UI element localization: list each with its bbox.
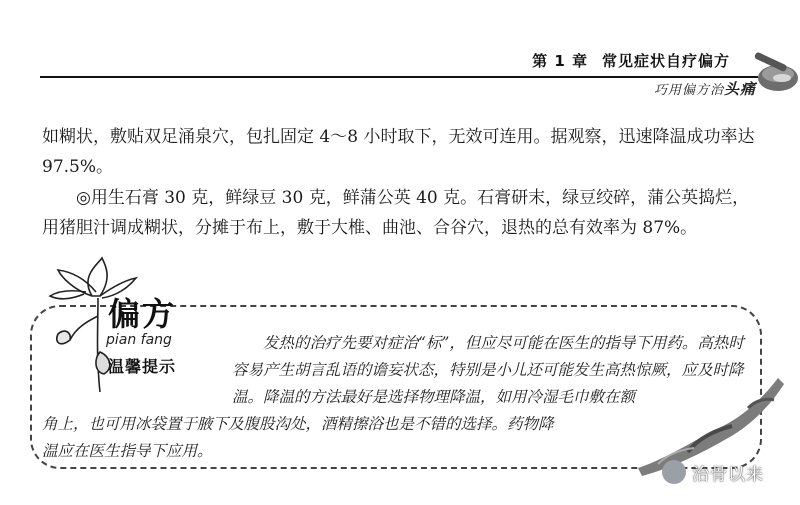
watermark-text: 治骨以来: [692, 464, 764, 485]
paragraph-2: [42, 183, 758, 243]
paragraph-1-text: 如糊状，敷贴双足涌泉穴，包扎固定 4～8 小时取下，无效可连用。据观察，迅速降温成功率达 97.5%。: [42, 127, 755, 177]
logo-pinyin: pian fang: [106, 332, 172, 348]
subtitle-bold: 头痛: [723, 80, 756, 98]
section-subtitle: [654, 78, 756, 99]
paragraph-2-text: ◎用生石膏 30 克，鲜绿豆 30 克，鲜蒲公英 40 克。石膏研末，绿豆绞碎，蒲公英捣烂，用猪胆汁调成糊状，分摊于布上，敷于大椎、曲池、合谷穴，退热的总有效率为 87%。: [42, 188, 750, 238]
paragraph-1: [42, 122, 758, 182]
tip-text-part1: 发热的治疗先要对症治“标”，但应尽可能在医生的指导下用药。高热时容易产生胡言乱语的谵妄状态，特别是小儿还可能发生高热惊厥，应及时降温。降温的方法最好是选择物理降温，如用冷湿毛巾敷在额: [232, 334, 744, 406]
subtitle-prefix: 巧用偏方治: [653, 83, 724, 98]
chapter-number: 第 1 章: [532, 52, 588, 70]
logo-title: 偏方: [108, 295, 177, 333]
tip-text-part2: 角上，也可用冰袋置于腋下及腹股沟处，酒精擦浴也是不错的选择。药物降温应在医生指导下应用。: [42, 415, 554, 460]
watermark: [662, 460, 764, 484]
wechat-icon: [662, 460, 686, 484]
chapter-heading: [532, 50, 730, 71]
logo-label: 温馨提示: [108, 357, 177, 376]
pestle-illustration: [748, 48, 800, 96]
chapter-title: 常见症状自疗偏方: [601, 52, 730, 70]
header-rule: [40, 76, 758, 78]
